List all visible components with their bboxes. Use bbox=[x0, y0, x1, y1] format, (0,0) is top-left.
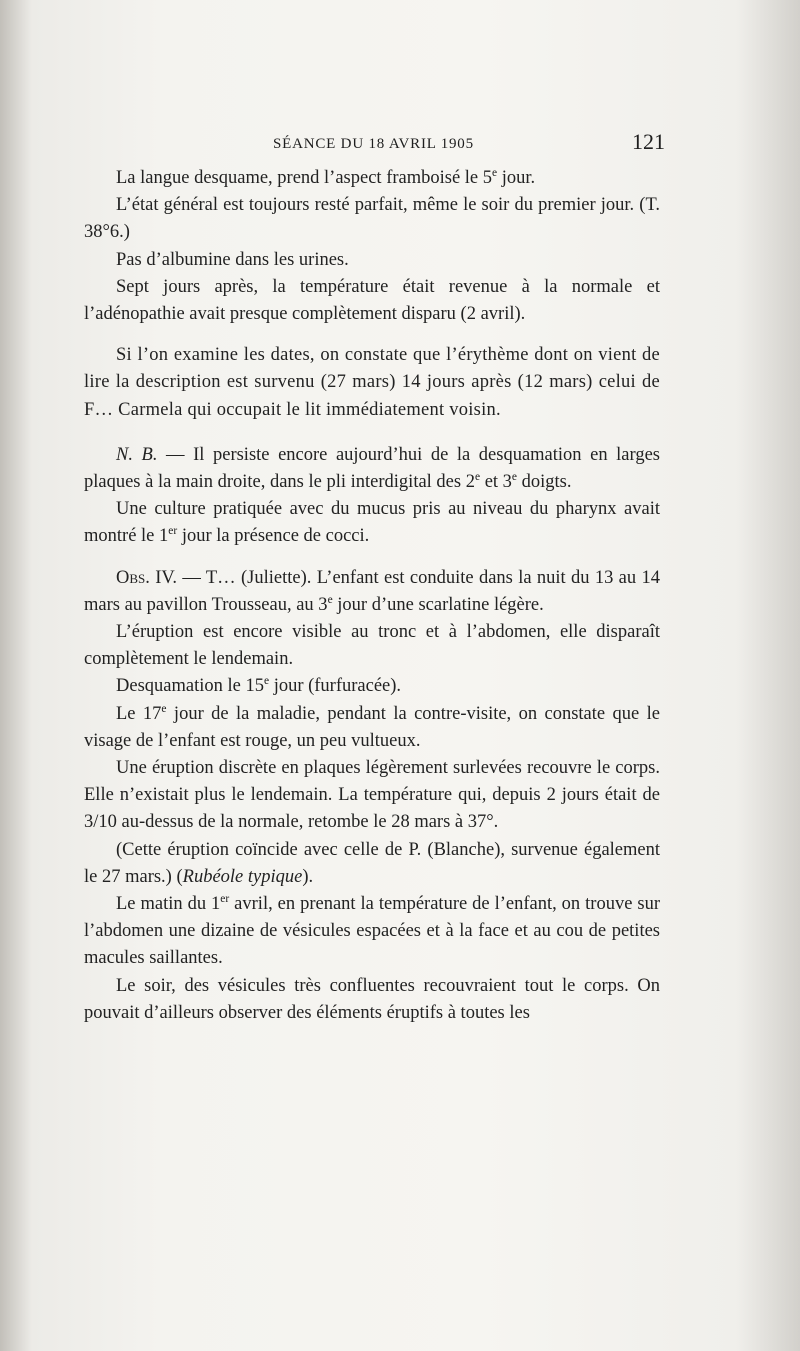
paragraph-eruption-visible: L’éruption est encore visible au tronc et à l’abdomen, elle disparaît complètement le lendemain. bbox=[84, 622, 660, 670]
paragraph-albumin: Pas d’albumine dans les urines. bbox=[116, 249, 349, 270]
page-header bbox=[0, 128, 800, 158]
superscript: er bbox=[220, 892, 230, 905]
text-run: jour d’une scarlatine légère. bbox=[332, 594, 544, 615]
page-number: 121 bbox=[632, 129, 665, 154]
text-run: — Il persiste encore aujourd’hui de la desquamation en larges plaques à la main droite, dans le pli interdigital des 2 bbox=[84, 444, 660, 493]
text-run: Une culture pratiquée avec du mucus pris au niveau du pharynx avait montré le 1 bbox=[84, 499, 660, 547]
superscript: e bbox=[511, 470, 518, 483]
text-run: La langue desquame, prend l’aspect framboisé le 5 bbox=[116, 168, 493, 188]
paragraph-culture bbox=[84, 496, 660, 550]
observation-label: Obs. bbox=[116, 567, 150, 588]
paragraph-coincide bbox=[84, 837, 660, 891]
body-text bbox=[84, 165, 660, 1027]
nota-bene-label: N. B. bbox=[116, 444, 158, 465]
paragraph-general-state: L’état général est toujours resté parfait, même le soir du premier jour. (T. 38°6.) bbox=[84, 195, 660, 243]
paragraph-seven-days: Sept jours après, la température était revenue à la normale et l’adénopathie avait presque complètement disparu (2 avril). bbox=[84, 276, 660, 325]
text-run: doigts. bbox=[517, 472, 572, 493]
superscript: e bbox=[263, 675, 270, 688]
paragraph-nota-bene bbox=[84, 442, 660, 496]
superscript: e bbox=[327, 593, 333, 606]
paragraph-desquamation bbox=[84, 673, 660, 700]
text-run: Desquamation le 15 bbox=[116, 676, 264, 697]
text-run: IV. — T… (Juliette). L’enfant est conduite dans la nuit du 13 au 14 mars au pavillon Trousseau, au 3 bbox=[84, 567, 660, 615]
paragraph-evening: Le soir, des vésicules très confluentes recouvraient tout le corps. On pouvait d’ailleurs observer des éléments éruptifs à toutes les bbox=[84, 975, 660, 1023]
text-run: et 3 bbox=[480, 472, 512, 493]
superscript: er bbox=[168, 525, 178, 538]
text-run: Le 17 bbox=[116, 703, 162, 724]
running-title: SÉANCE DU 18 AVRIL 1905 bbox=[273, 136, 474, 152]
paragraph-discrete-eruption: Une éruption discrète en plaques légèrement surlevées recouvre le corps. Elle n’existait plus le lendemain. La température qui, depuis 2 jours était de 3/10 au-dessus de la normale, retombe le 28 mars à 37°. bbox=[84, 758, 660, 833]
text-run: jour (furfuracée). bbox=[269, 676, 402, 697]
paragraph-observation-iv bbox=[84, 565, 660, 619]
superscript: e bbox=[474, 470, 481, 483]
superscript: e bbox=[161, 702, 167, 715]
paragraph-tongue bbox=[84, 165, 660, 192]
text-run: Le matin du 1 bbox=[116, 894, 221, 915]
text-run: (Cette éruption coïncide avec celle de P. (Blanche), survenue également le 27 mars.) ( bbox=[84, 839, 660, 887]
paragraph-seventeenth-day bbox=[84, 701, 660, 755]
paragraph-morning bbox=[84, 891, 660, 973]
text-run: avril, en prenant la température de l’enfant, on trouve sur l’abdomen une dizaine de vésicules espacées et à la face et au cou de petites macules saillantes. bbox=[84, 894, 660, 969]
text-run: jour. bbox=[497, 168, 536, 188]
italic-text: Rubéole typique bbox=[182, 866, 303, 887]
text-run: jour de la maladie, pendant la contre-visite, on constate que le visage de l’enfant est rouge, un peu vultueux. bbox=[84, 703, 660, 751]
superscript: e bbox=[492, 166, 498, 179]
text-run: ). bbox=[302, 866, 314, 887]
text-run: jour la présence de cocci. bbox=[177, 526, 370, 547]
paragraph-dates: Si l’on examine les dates, on constate que l’érythème dont on vient de lire la description est survenu (27 mars) 14 jours après (12 mars) celui de F… Carmela qui occupait le lit immédiatement voisin. bbox=[84, 345, 660, 420]
